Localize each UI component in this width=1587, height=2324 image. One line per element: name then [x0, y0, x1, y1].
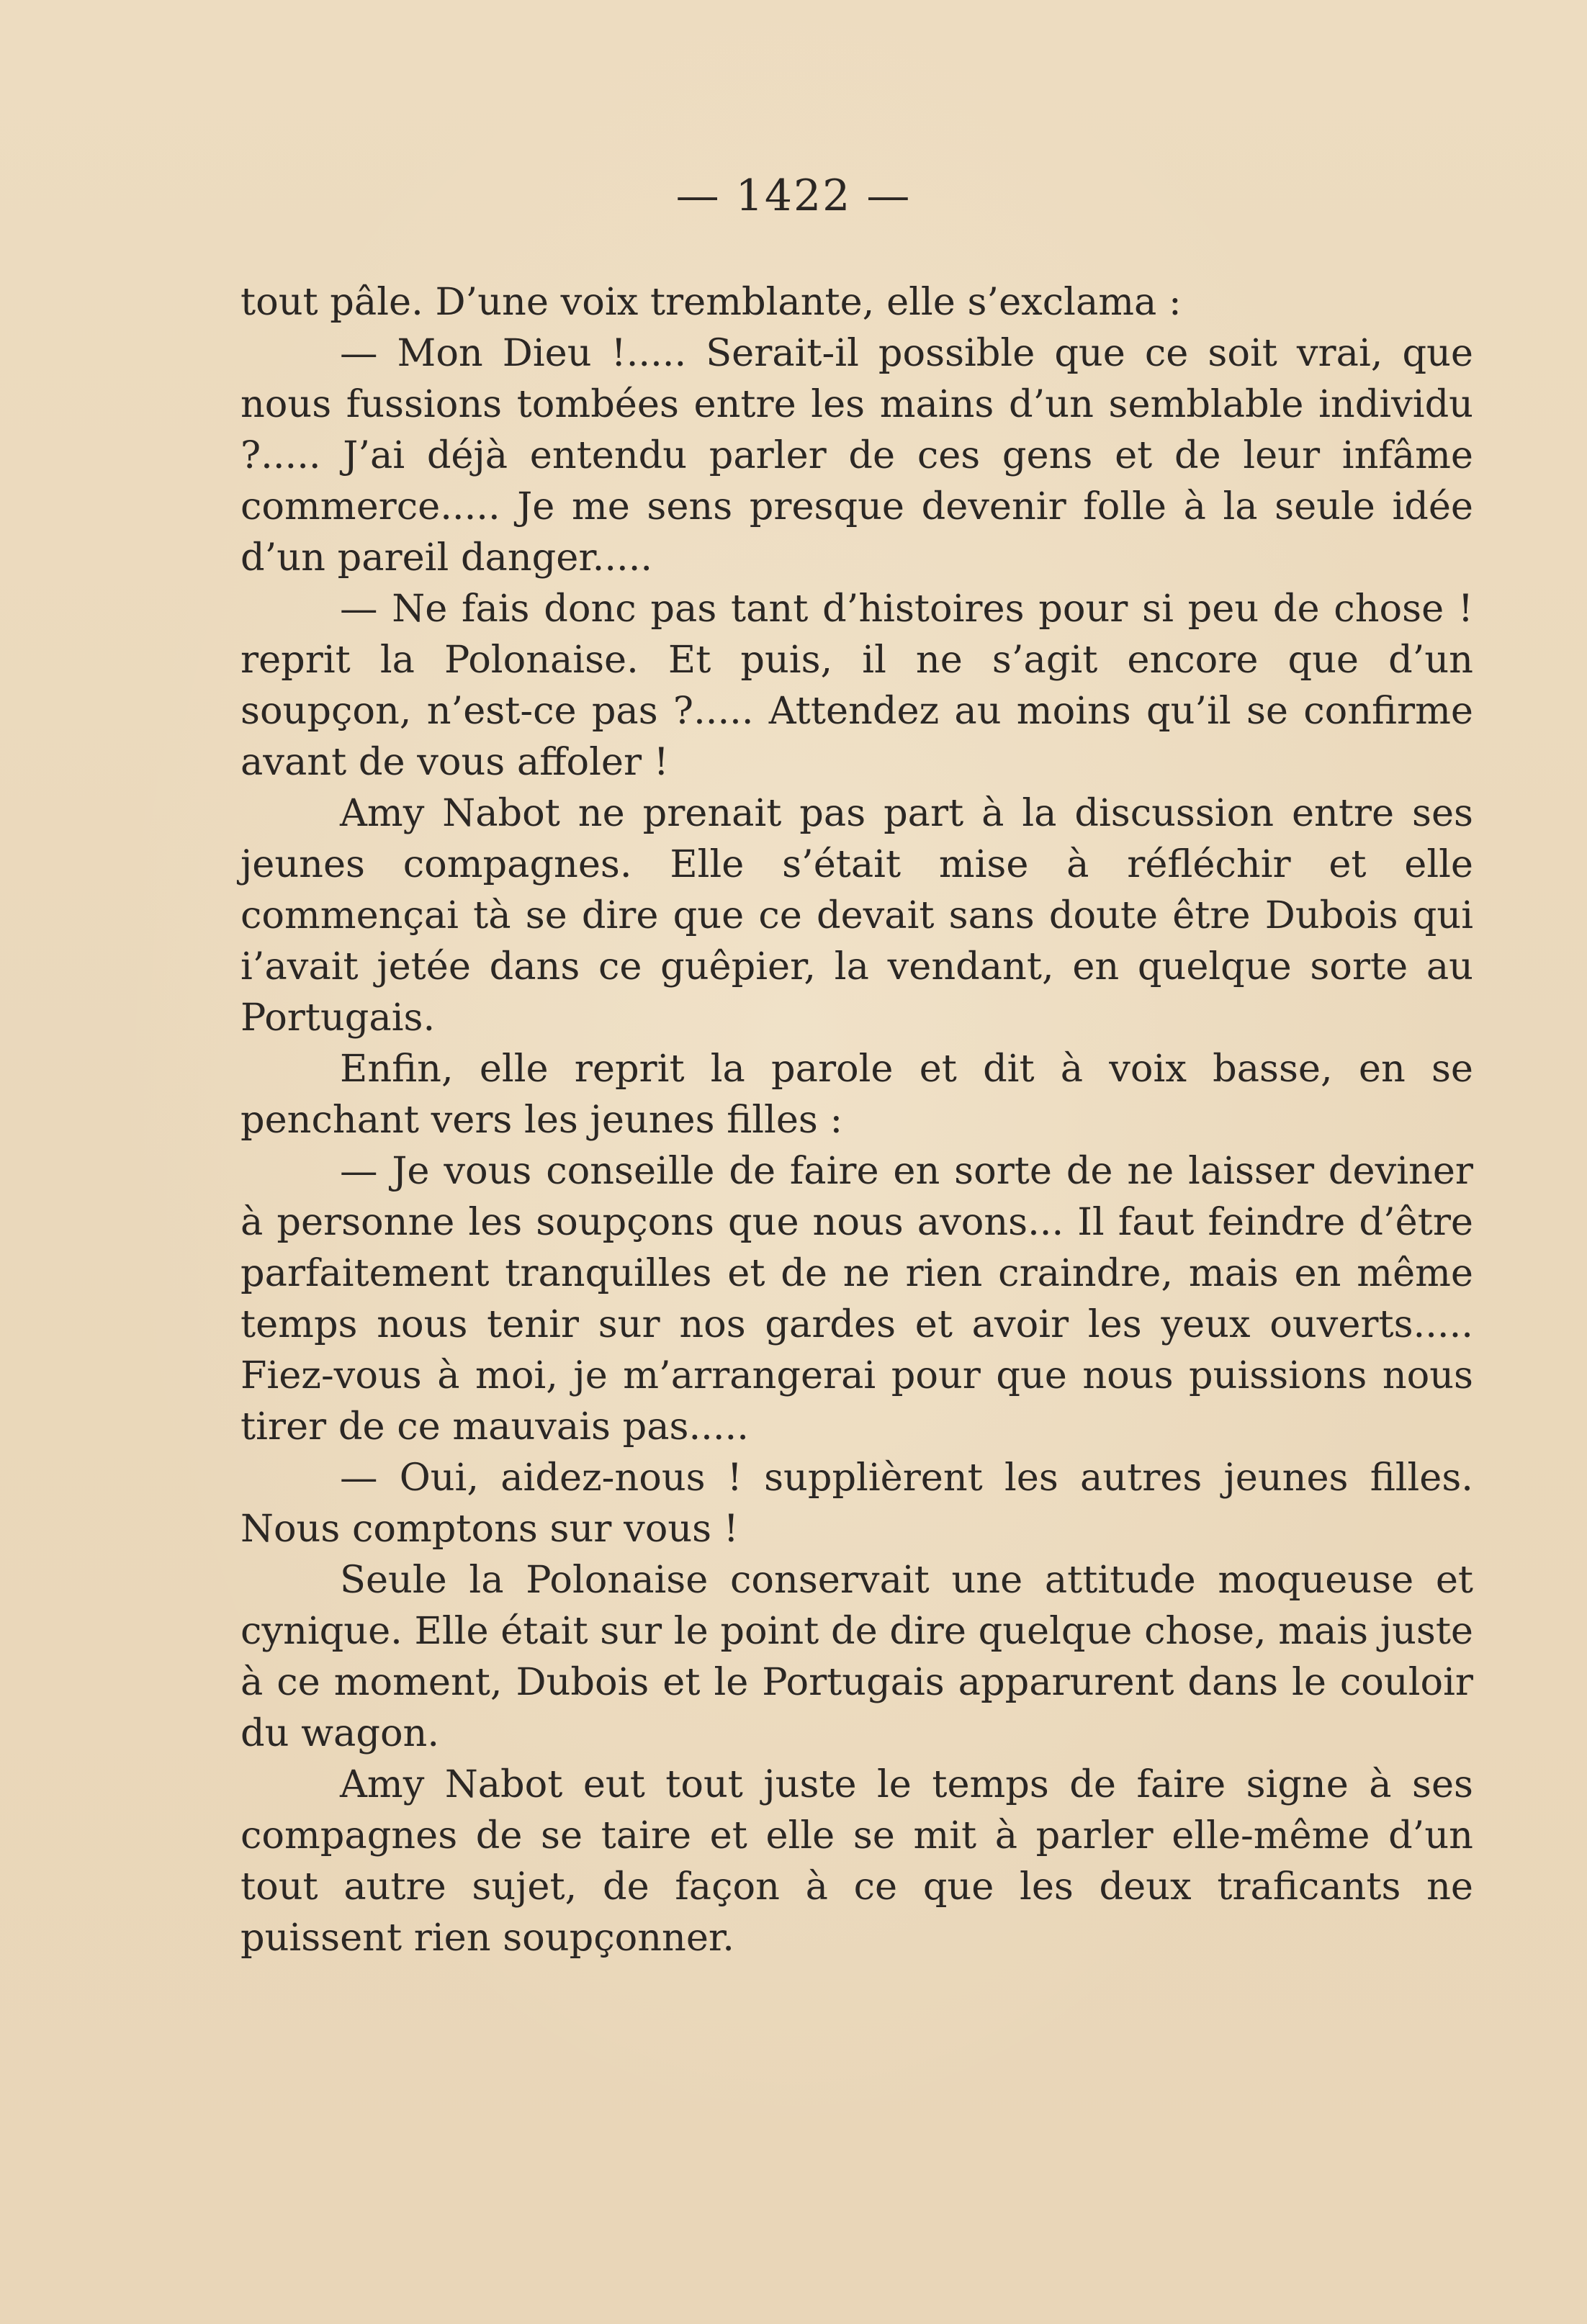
- paragraph: Amy Nabot ne prenait pas part à la discussion entre ses jeunes compagnes. Elle s’était mise à réfléchir et elle commençai tà se dire que ce devait sans doute être Dubois qui i’avait jetée dans ce guêpier, la vendant, en quelque sorte au Portugais.: [240, 791, 1473, 1040]
- paragraph-dialogue: — Mon Dieu !..... Serait-il possible que ce soit vrai, que nous fussions tombées entre les mains d’un semblable individu ?..... J’ai déjà entendu parler de ces gens et de leur infâme commerce..... Je me sens presque devenir folle à la seule idée d’un pareil danger.....: [240, 331, 1473, 580]
- paragraph: Amy Nabot eut tout juste le temps de faire signe à ses compagnes de se taire et elle se mit à parler elle-même d’un tout autre sujet, de façon à ce que les deux traficants ne puissent rien soupçonner.: [240, 1762, 1473, 1960]
- page-number: — 1422 —: [675, 171, 912, 221]
- paragraph-continuation: tout pâle. D’une voix tremblante, elle s’exclama :: [240, 280, 1182, 324]
- paragraph-dialogue: — Oui, aidez-nous ! supplièrent les autres jeunes filles. Nous comptons sur vous !: [240, 1456, 1473, 1551]
- body-text: [240, 276, 1473, 1963]
- paragraph-dialogue: — Ne fais donc pas tant d’histoires pour si peu de chose ! reprit la Polonaise. Et puis, il ne s’agit encore que d’un soupçon, n’est-ce pas ?..... Attendez au moins qu’il se confirme avant de vous affoler !: [240, 587, 1473, 784]
- paragraph: Enfin, elle reprit la parole et dit à voix basse, en se penchant vers les jeunes filles :: [240, 1047, 1473, 1142]
- paragraph: Seule la Polonaise conservait une attitude moqueuse et cynique. Elle était sur le point de dire quelque chose, mais juste à ce moment, Dubois et le Portugais apparurent dans le couloir du wagon.: [240, 1558, 1473, 1755]
- paragraph-dialogue: — Je vous conseille de faire en sorte de ne laisser deviner à personne les soupçons que nous avons... Il faut feindre d’être parfaitement tranquilles et de ne rien craindre, mais en même temps nous tenir sur nos gardes et avoir les yeux ouverts..... Fiez-vous à moi, je m’arrangerai pour que nous puissions nous tirer de ce mauvais pas.....: [240, 1149, 1473, 1449]
